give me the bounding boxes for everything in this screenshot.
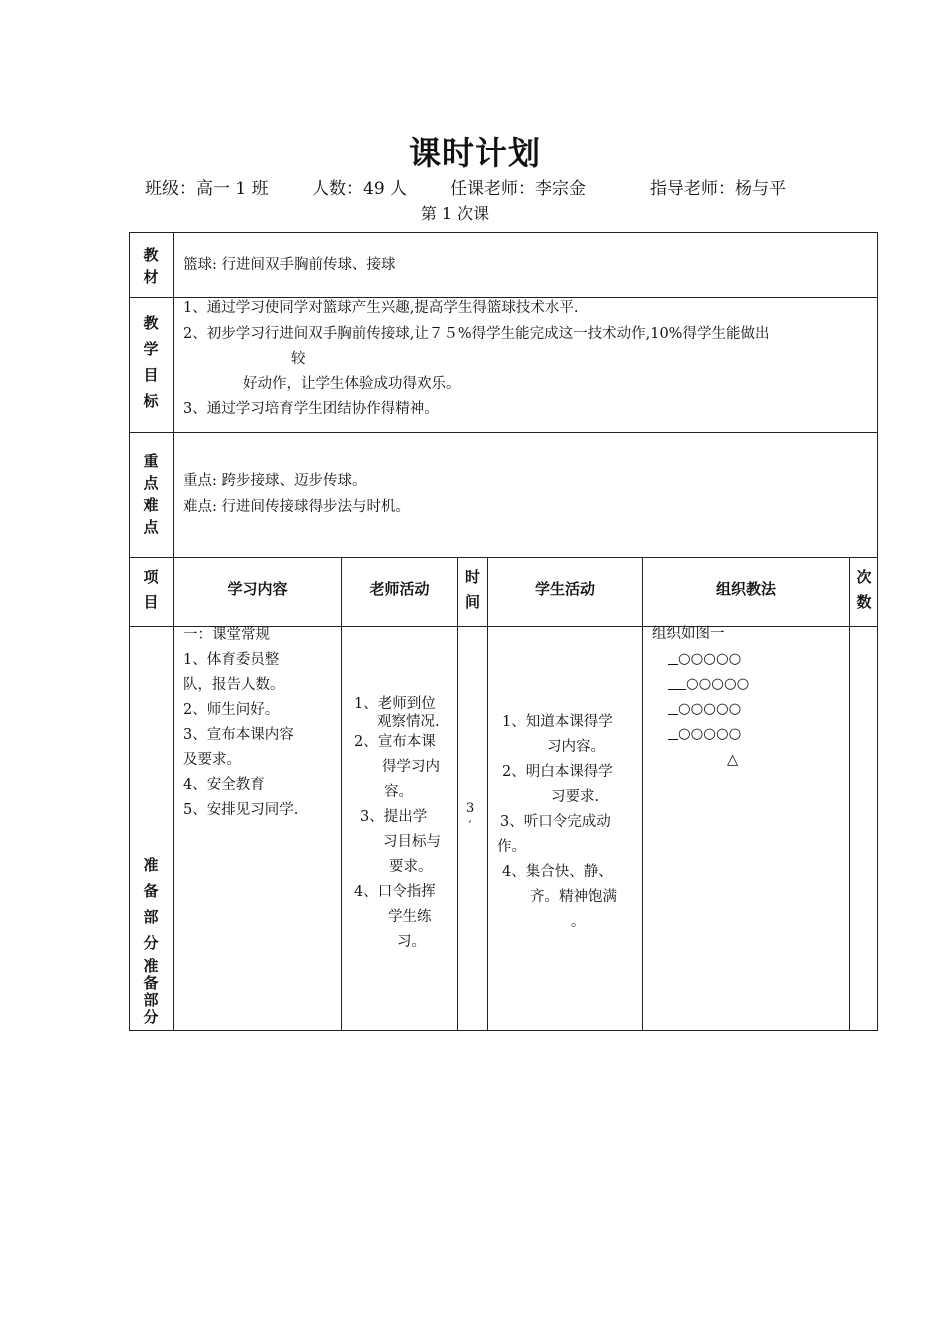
content-line: 5、安排见习同学.	[183, 802, 299, 818]
column-divider	[173, 232, 174, 1031]
lesson-number: 第 1 次课	[420, 204, 490, 223]
student-line: 习要求.	[551, 789, 600, 805]
keys-label: 重 点 难 点	[143, 452, 159, 536]
header-item: 项 目	[143, 568, 159, 611]
teacher-line: 习。	[397, 934, 426, 950]
advisor-name: 指导老师：杨与平	[650, 179, 786, 199]
formation-row: ○○○○○	[668, 697, 741, 722]
teacher-name: 任课老师：李宗金	[450, 179, 586, 199]
row-divider	[129, 432, 878, 433]
student-line: 2、明白本课得学	[502, 764, 613, 780]
student-line: 。	[571, 914, 586, 930]
goal-line: 3、通过学习培育学生团结协作得精神。	[183, 401, 439, 417]
time-value: 3 ′	[466, 801, 475, 834]
content-line: 一：课堂常规	[183, 627, 270, 643]
prep-label: 准 备 部 分	[143, 856, 159, 952]
teacher-position-icon: △	[727, 752, 739, 768]
teacher-line: 要求。	[389, 859, 433, 875]
goals-label: 教 学 目 标	[143, 314, 159, 410]
page-title: 课时计划	[408, 134, 541, 172]
header-content: 学习内容	[227, 580, 288, 598]
teacher-line: 得学习内	[382, 759, 440, 775]
goal-line: 1、通过学习使同学对篮球产生兴趣,提高学生得篮球技术水平.	[183, 300, 579, 316]
formation-row: ○○○○○	[668, 722, 741, 747]
header-time: 时 间	[464, 568, 480, 611]
row-divider	[129, 557, 878, 558]
teacher-line: 观察情况.	[377, 714, 440, 730]
teacher-line: 4、口令指挥	[354, 884, 436, 900]
teacher-line: 2、宣布本课	[354, 734, 436, 750]
content-line: 及要求。	[183, 752, 241, 768]
student-line: 3、听口令完成动	[500, 814, 611, 830]
content-line: 队，报告人数。	[183, 677, 285, 693]
student-line: 齐。精神饱满	[530, 889, 617, 905]
content-line: 2、师生问好。	[183, 702, 280, 718]
goal-line: 较	[291, 351, 306, 367]
header-method: 组织教法	[715, 580, 776, 598]
goal-line: 2、初步学习行进间双手胸前传接球,让７５%得学生能完成这一技术动作,10%得学生能做出	[183, 326, 770, 342]
student-line: 习内容。	[547, 739, 605, 755]
difficulty-point: 难点: 行进间传接球得步法与时机。	[183, 499, 410, 515]
student-line: 作。	[497, 839, 526, 855]
teacher-line: 学生练	[388, 909, 432, 925]
material-content: 篮球: 行进间双手胸前传球、接球	[183, 257, 396, 273]
key-point: 重点: 跨步接球、迈步传球。	[183, 473, 367, 489]
header-reps: 次 数	[856, 568, 872, 611]
teacher-line: 3、提出学	[360, 809, 428, 825]
column-divider	[341, 557, 342, 1031]
column-divider	[457, 557, 458, 1031]
header-teacher: 老师活动	[369, 580, 430, 598]
student-count: 人数：49 人	[312, 179, 408, 199]
teacher-line: 习目标与	[383, 834, 441, 850]
method-title: 组织如图一	[652, 626, 725, 642]
teacher-line: 1、老师到位	[354, 696, 436, 712]
goal-line: 好动作，让学生体验成功得欢乐。	[243, 376, 461, 392]
content-line: 3、宣布本课内容	[183, 727, 294, 743]
content-line: 4、安全教育	[183, 777, 265, 793]
formation-row: ○○○○○	[668, 672, 749, 697]
class-info: 班级：高一 1 班	[145, 179, 269, 199]
column-divider	[642, 557, 643, 1031]
content-line: 1、体育委员整	[183, 652, 280, 668]
student-line: 4、集合快、静、	[502, 864, 613, 880]
prep-label-repeat: 准 备 部 分	[143, 957, 159, 1026]
header-student: 学生活动	[534, 580, 595, 598]
student-line: 1、知道本课得学	[502, 714, 613, 730]
column-divider	[849, 557, 850, 1031]
material-label: 教 材	[143, 246, 159, 286]
teacher-line: 容。	[384, 784, 413, 800]
formation-row: ○○○○○	[668, 647, 741, 672]
column-divider	[487, 557, 488, 1031]
